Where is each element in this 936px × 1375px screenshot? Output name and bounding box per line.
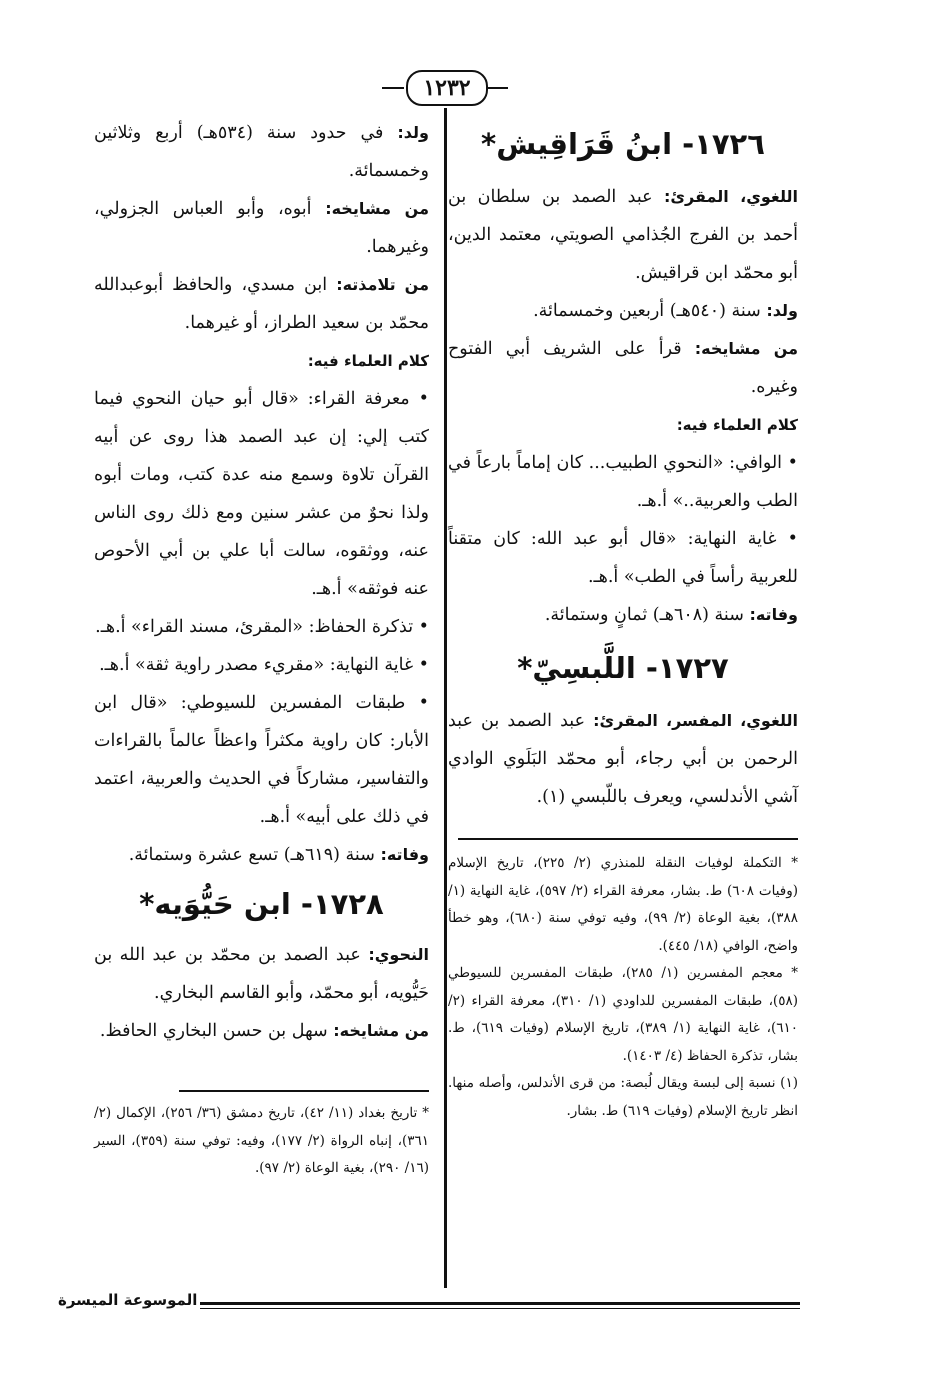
footnote-1726: * التكملة لوفيات النقلة للمنذري (٢/ ٢٢٥)، تاريخ الإسلام (وفيات ٦٠٨) ط. بشار، معرفة القراء (٢/ ٥٩٧)، غاية النهاية (١/ ٣٨٨)، بغية الوعاة (٢/ ٩٩)، وفيه توفي سنة (٦٨٠)، وهو خطأ واضح، الوافي (١٨/ ٤٤٥). <box>448 855 799 954</box>
footer-title: الموسوعة الميسرة <box>58 1291 198 1309</box>
footnote-1727: * معجم المفسرين (١/ ٢٨٥)، طبقات المفسرين للسيوطي (٥٨)، طبقات المفسرين للداودي (١/ ٣١٠)، معرفة القراء (٢/ ٦١٠)، غاية النهاية (١/ ٣٨٩)، تاريخ الإسلام (وفيات ٦١٩)، ط. بشار، تذكرة الحفاظ (٤/ ١٤٠٣). <box>448 965 798 1064</box>
entry-1727-description <box>448 702 798 816</box>
quote-wafi: • الوافي: «النحوي الطبيب... كان إماماً بارعاً في الطب والعربية..» أ.هـ. <box>448 453 798 511</box>
page-number-ornament <box>390 66 500 110</box>
right-column <box>448 110 798 1125</box>
death-text: سنة (٦٠٨هـ) ثمانٍ وستمائة. <box>544 605 744 625</box>
born-label: ولد: <box>397 123 429 142</box>
entry-1728-label: النحوي: <box>368 945 429 964</box>
entry-1726-label: اللغوي، المقرئ: <box>663 187 798 206</box>
quote-tadhkira: • تذكرة الحفاظ: «المقرئ، مسند القراء» أ.هـ. <box>95 617 429 637</box>
death-label: وفاته: <box>380 845 429 864</box>
teachers-label: من مشايخه: <box>333 1021 429 1040</box>
death-text: سنة (٦١٩هـ) تسع عشرة وستمائة. <box>128 845 375 865</box>
students-label: من تلامذته: <box>336 275 429 294</box>
left-column <box>94 110 429 1183</box>
footnote-1: (١) نسبة إلى لبسة ويقال لُبصة: من قرى الأندلس، وأصله منها. انظر تاريخ الإسلام (وفيات ٦١٩) ط. بشار. <box>448 1075 798 1119</box>
page-number-line-right <box>486 87 508 89</box>
entry-1726-born <box>448 292 798 330</box>
footnote-rule <box>458 838 798 840</box>
death-label: وفاته: <box>749 605 798 624</box>
footnote-1728: * تاريخ بغداد (١١/ ٤٢)، تاريخ دمشق (٣٦/ ٢٥٦)، الإكمال (٢/ ٣٦١)، إنباه الرواة (٢/ ١٧٧)، وفيه: توفي سنة (٣٥٩)، السير (١٦/ ٢٩٠)، بغية الوعاة (٢/ ٩٧). <box>94 1105 430 1176</box>
footer-rule <box>200 1302 800 1305</box>
entry-1726-text: عبد الصمد بن سلطان بن أحمد بن الفرج الجُذامي الصويتي، معتمد الدين، أبو محمّد ابن قراقيش. <box>448 187 798 283</box>
page-number: ١٢٣٢ <box>406 70 488 106</box>
quote-ghayat: • غاية النهاية: «قال أبو عبد الله: كان متقناً للعربية رأساً في الطب» أ.هـ. <box>448 529 798 587</box>
footnote-rule <box>179 1090 429 1092</box>
born <box>94 114 429 190</box>
scholars-heading: كلام العلماء فيه: <box>307 352 429 370</box>
page-number-line-left <box>382 87 404 89</box>
entry-title-1728: ١٧٢٨- ابن حَيُّوَيه* <box>139 887 384 921</box>
teachers-text: أبوه، وأبو العباس الجزولي، وغيرهما. <box>94 199 429 257</box>
born-text: سنة (٥٤٠هـ) أربعين وخمسمائة. <box>533 301 761 321</box>
entry-1727-text: عبد الصمد بن عبد الرحمن بن أبي رجاء، أبو محمّد البَلَوي الوادي آشي الأندلسي، ويعرف باللّبسي (١). <box>448 711 798 807</box>
death <box>94 836 429 874</box>
column-divider <box>444 108 447 1288</box>
teachers-label: من مشايخه: <box>694 339 798 358</box>
footer-rule-thin <box>200 1308 800 1309</box>
footnotes <box>448 850 798 1125</box>
scholars-heading: كلام العلماء فيه: <box>676 416 798 434</box>
teachers-label: من مشايخه: <box>325 199 429 218</box>
teachers-text: قرأ على الشريف أبي الفتوح وغيره. <box>448 339 798 397</box>
teachers-text: سهل بن حسن البخاري الحافظ. <box>99 1021 328 1041</box>
entry-title-1726: ١٧٢٦- ابنُ قَرَاقِيش* <box>481 127 765 161</box>
quote-ghayat: • غاية النهاية: «مقريء مصدر راوية ثقة» أ.هـ. <box>99 655 429 675</box>
students <box>94 266 429 342</box>
entry-1726-description <box>448 178 798 292</box>
born-text: في حدود سنة (٥٣٤هـ) أربع وثلاثين وخمسمائة. <box>94 123 429 181</box>
teachers <box>94 190 429 266</box>
entry-1728-teachers <box>94 1012 429 1050</box>
entry-1728-text: عبد الصمد بن محمّد بن عبد الله بن حَيُّويه، أبو محمّد، وأبو القاسم البخاري. <box>94 945 429 1003</box>
born-label: ولد: <box>766 301 798 320</box>
entry-1726-death <box>448 596 798 634</box>
entry-1727-label: اللغوي، المفسر، المقرئ: <box>593 711 798 730</box>
entry-title-1727: ١٧٢٧- اللَّبسِيّ* <box>517 651 729 685</box>
quote-marifat: • معرفة القراء: «قال أبو حيان النحوي فيما كتب إلي: إن عبد الصمد هذا روى عن أبيه القرآن تلاوة وسمع منه عدة كتب، ومات أبوه ولذا نحوٌ من عشر سنين ومع ذلك روى الناس عنه، ووثقوه، سالت أبا علي بن أبي الأحوص عنه فوثقه» أ.هـ. <box>94 389 429 599</box>
students-text: ابن مسدي، والحافظ أبوعبدالله محمّد بن سعيد الطراز، أو غيرهما. <box>94 275 429 333</box>
entry-1726-teachers <box>448 330 798 406</box>
entry-1728-description <box>94 936 429 1012</box>
quote-tabaqat: • طبقات المفسرين للسيوطي: «قال ابن الأبار: كان راوية مكثراً واعظاً عالماً بالقراءات والتفاسير، مشاركاً في الحديث والعربية، اعتمد في ذلك على أبيه» أ.هـ. <box>94 693 429 827</box>
